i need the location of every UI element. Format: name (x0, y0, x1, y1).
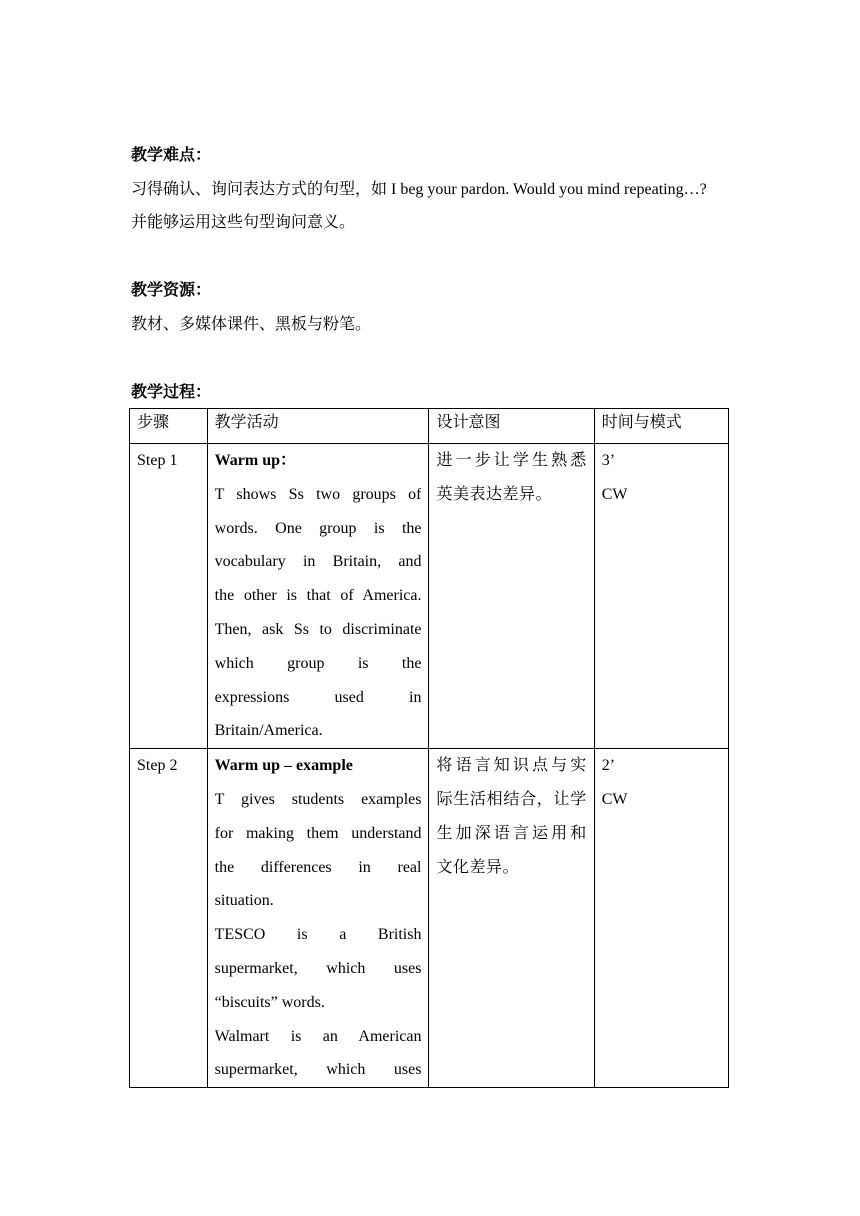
intent-line: 生加深语言运用和 (436, 824, 587, 842)
activity-line: expressions used in (214, 688, 422, 706)
mode-value: CW (601, 790, 628, 808)
activity-line: the other is that of America. (214, 587, 422, 605)
time-value: 2’ (601, 757, 616, 775)
activity-line: words. One group is the (214, 519, 422, 537)
table-row-step-1 (130, 444, 729, 749)
intent-line: 际生活相结合，让学 (436, 790, 587, 808)
activity-line: “biscuits” words. (214, 993, 325, 1011)
activity-line: Britain/America. (214, 722, 323, 740)
activity-line: which group is the (214, 654, 422, 672)
intent-line: 进一步让学生熟悉 (436, 452, 587, 469)
activity-line: the differences in real (214, 858, 422, 876)
column-header-time-mode: 时间与模式 (594, 409, 728, 444)
intent-line: 将语言知识点与实 (436, 757, 587, 775)
activity-line: supermarket, which uses (214, 959, 422, 977)
table-row-step-2 (130, 749, 729, 1088)
column-header-activity: 教学活动 (207, 409, 429, 444)
activity-line: supermarket, which uses (214, 1061, 422, 1079)
column-header-intent: 设计意图 (429, 409, 594, 444)
activity-title: Warm up： (214, 452, 296, 469)
resources-text: 教材、多媒体课件、黑板与粉笔。 (131, 316, 372, 333)
difficulty-line-2: 并能够运用这些句型询问意义。 (131, 214, 356, 231)
activity-line: Walmart is an American (214, 1027, 422, 1045)
process-heading: 教学过程： (131, 384, 212, 401)
activity-line: T gives students examples (214, 790, 422, 808)
step-label: Step 1 (137, 452, 178, 469)
table-header-row (130, 409, 729, 444)
activity-line: T shows Ss two groups of (214, 485, 422, 503)
step-label: Step 2 (137, 757, 178, 775)
time-value: 3’ (601, 452, 616, 469)
activity-line: TESCO is a British (214, 926, 422, 944)
activity-line: situation. (214, 892, 274, 910)
activity-line: vocabulary in Britain, and (214, 553, 422, 571)
difficulty-heading: 教学难点： (131, 147, 212, 164)
difficulty-line-1: 习得确认、询问表达方式的句型，如 I beg your pardon. Would you mind repeating…? (131, 181, 707, 198)
column-header-step: 步骤 (130, 409, 208, 444)
mode-value: CW (601, 485, 628, 503)
activity-line: for making them understand (214, 824, 422, 842)
activity-line: Then, ask Ss to discriminate (214, 620, 422, 638)
intent-line: 英美表达差异。 (436, 485, 552, 503)
resources-heading: 教学资源： (131, 282, 212, 299)
teaching-process-table (129, 408, 729, 1088)
intent-line: 文化差异。 (436, 858, 519, 876)
activity-title: Warm up – example (214, 757, 353, 775)
